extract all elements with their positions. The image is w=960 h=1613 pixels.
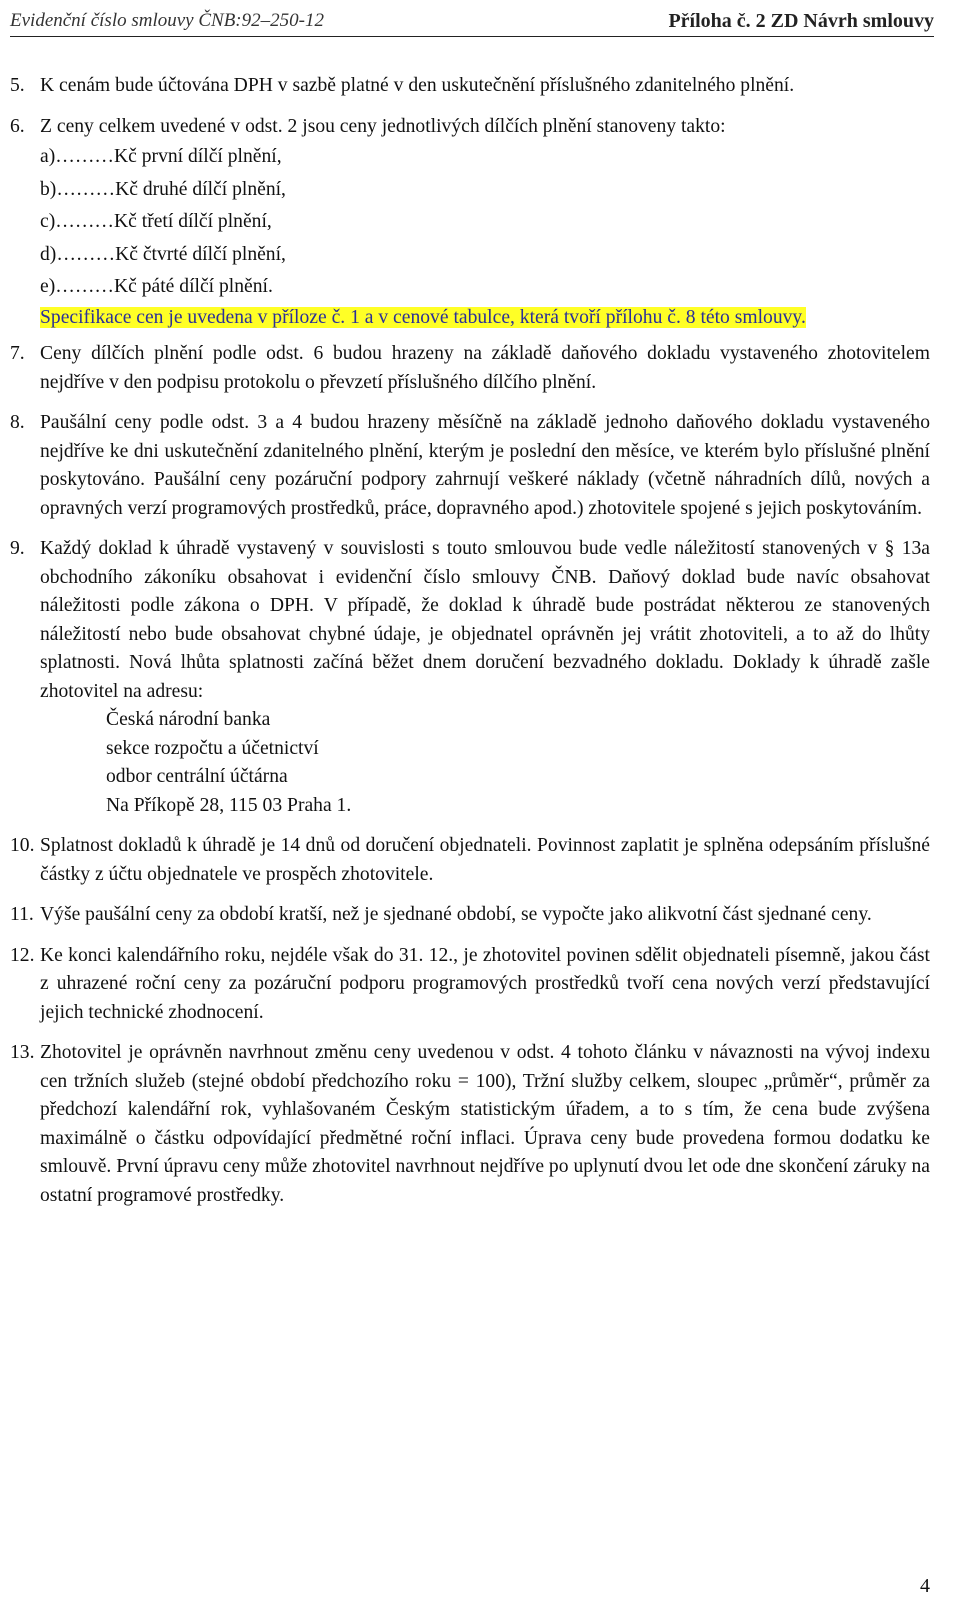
paragraph-text: Každý doklad k úhradě vystavený v souvislosti s touto smlouvou bude vedle náležitostí stanovených v § 13a obchodního zákoníku obsahovat i evidenční číslo smlouvy ČNB. Daňový doklad bude navíc obsahovat náležitosti podle zákona o DPH. V případě, že doklad k úhradě bude postrádat některou ze stanovených náležitostí nebo bude obsahovat chybné údaje, je objednatel oprávněn jej vrátit zhotoviteli, a to až do lhůty splatnosti. Nová lhůta splatnosti začíná běžet dnem doručení bezvadného dokladu. Doklady k úhradě zašle zhotovitel na adresu: — [40, 538, 930, 702]
paragraph-text: Výše paušální ceny za období kratší, než je sjednané období, se vypočte jako alikvotní část sjednané ceny. — [40, 904, 872, 925]
billing-address — [40, 706, 930, 820]
paragraph-5 — [10, 72, 930, 101]
paragraph-8 — [10, 409, 930, 523]
paragraph-number: 10. — [10, 835, 35, 856]
attachment-title: Příloha č. 2 ZD Návrh smlouvy — [668, 9, 934, 32]
paragraph-9 — [10, 535, 930, 820]
document-body — [10, 72, 930, 1222]
address-line: Na Příkopě 28, 115 03 Praha 1. — [106, 794, 352, 816]
list-item: e)………Kč páté dílčí plnění. — [40, 276, 273, 297]
address-line: Česká národní banka — [106, 709, 271, 730]
paragraph-6 — [10, 113, 930, 142]
paragraph-number: 12. — [10, 944, 35, 966]
paragraph-text: Splatnost dokladů k úhradě je 14 dnů od doručení objednateli. Povinnost zaplatit je splněna odepsáním příslušné částky z účtu objednatele ve prospěch zhotovitele. — [40, 835, 930, 885]
price-breakdown-list — [10, 141, 930, 304]
list-item: a)………Kč první dílčí plnění, — [40, 146, 282, 167]
paragraph-number: 8. — [10, 412, 25, 433]
paragraph-number: 5. — [10, 75, 25, 96]
address-line: odbor centrální účtárna — [106, 766, 288, 787]
paragraph-number: 11. — [10, 904, 34, 925]
paragraph-11 — [10, 901, 930, 930]
address-line: sekce rozpočtu a účetnictví — [106, 737, 319, 759]
paragraph-7 — [10, 340, 930, 397]
paragraph-number: 9. — [10, 538, 25, 559]
paragraph-12 — [10, 942, 930, 1028]
list-item: c)………Kč třetí dílčí plnění, — [40, 211, 272, 232]
paragraph-text: Zhotovitel je oprávněn navrhnout změnu ceny uvedenou v odst. 4 tohoto článku v návaznosti na vývoj indexu cen tržních služeb (stejné období předchozího roku = 100), Tržní služby celkem, sloupec „průměr“, průměr za předchozí kalendářní rok, vyhlašovaném Českým statistickým úřadem, a to s tím, že cena bude zvýšena maximálně o částku odpovídající předmětné roční inflaci. Úprava ceny bude provedena formou dodatku ke smlouvě. První úpravu ceny může zhotovitel navrhnout nejdříve po uplynutí dvou let ode dne skončení záruky na ostatní programové prostředky. — [40, 1042, 930, 1206]
page-header — [10, 6, 934, 37]
paragraph-text: K cenám bude účtována DPH v sazbě platné v den uskutečnění příslušného zdanitelného plnění. — [40, 75, 795, 96]
paragraph-13 — [10, 1039, 930, 1210]
paragraph-10 — [10, 832, 930, 889]
paragraph-text: Ceny dílčích plnění podle odst. 6 budou hrazeny na základě daňového dokladu vystaveného zhotovitelem nejdříve v den podpisu protokolu o převzetí příslušného dílčího plnění. — [40, 343, 930, 393]
paragraph-text: Ke konci kalendářního roku, nejdéle však do 31. 12., je zhotovitel povinen sdělit objednateli písemně, jakou část z uhrazené roční ceny za pozáruční podporu programových prostředků tvoří cena nových verzí představující jejich technické zhodnocení. — [40, 944, 930, 1023]
list-item: b)………Kč druhé dílčí plnění, — [40, 178, 286, 200]
paragraph-number: 6. — [10, 115, 25, 137]
page-number: 4 — [920, 1575, 930, 1597]
paragraph-number: 13. — [10, 1042, 35, 1063]
price-specification-note — [10, 304, 930, 333]
paragraph-text: Paušální ceny podle odst. 3 a 4 budou hrazeny měsíčně na základě jednoho daňového dokladu vystaveného nejdříve ke dni uskutečnění zdanitelného plnění, kterým je poslední den měsíce, ve kterém bylo příslušné plnění poskytováno. Paušální ceny pozáruční podpory zahrnují veškeré náklady (včetně náhradních dílů, nových a opravných verzí programových prostředků, práce, dopravného apod.) zhotovitele spojené s jejich poskytováním. — [40, 412, 930, 519]
highlighted-text: Specifikace cen je uvedena v příloze č. 1 a v cenové tabulce, která tvoří přílohu č. 8 této smlouvy. — [40, 306, 806, 328]
list-item: d)………Kč čtvrté dílčí plnění, — [40, 243, 286, 265]
contract-number: Evidenční číslo smlouvy ČNB:92–250-12 — [10, 10, 324, 31]
paragraph-text: Z ceny celkem uvedené v odst. 2 jsou ceny jednotlivých dílčích plnění stanoveny takto: — [40, 115, 726, 137]
paragraph-number: 7. — [10, 343, 25, 364]
